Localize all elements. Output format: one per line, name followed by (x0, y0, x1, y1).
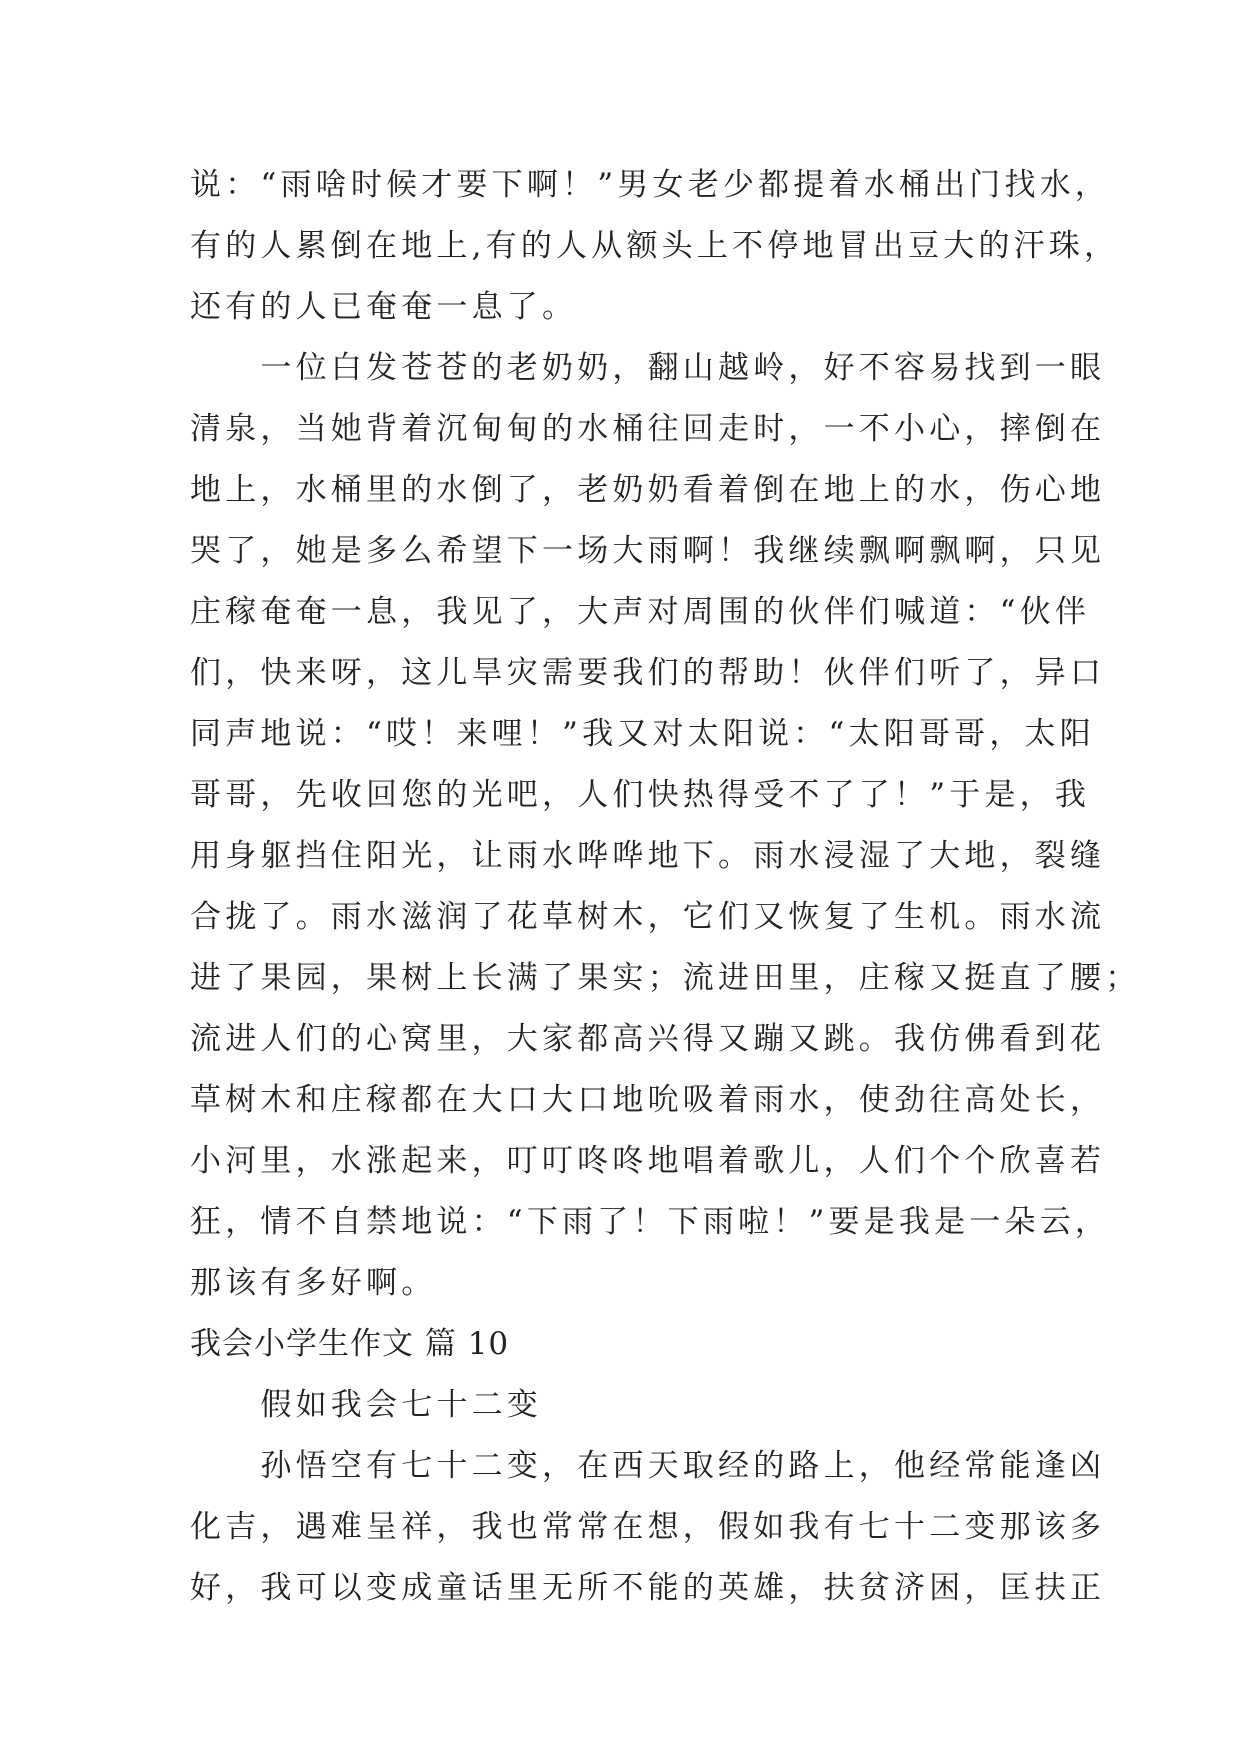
text-line: 哥哥，先收回您的光吧，人们快热得受不了了！”于是，我 (190, 777, 1091, 813)
text-line: 哭了，她是多么希望下一场大雨啊！我继续飘啊飘啊，只见 (190, 533, 1106, 569)
text-line: 清泉，当她背着沉甸甸的水桶往回走时，一不小心，摔倒在 (190, 411, 1106, 447)
text-line: 好，我可以变成童话里无所不能的英雄，扶贫济困，匡扶正 (190, 1570, 1106, 1606)
text-line: 化吉，遇难呈祥，我也常常在想，假如我有七十二变那该多 (190, 1509, 1106, 1545)
section-heading: 我会小学生作文 篇 10 (190, 1326, 510, 1362)
text-line: 那该有多好啊。 (190, 1265, 437, 1301)
text-line: 还有的人已奄奄一息了。 (190, 289, 578, 325)
text-line: 同声地说：“哎！来哩！”我又对太阳说：“太阳哥哥，太阳 (190, 716, 1095, 752)
text-line: 流进人们的心窝里，大家都高兴得又蹦又跳。我仿佛看到花 (190, 1021, 1106, 1057)
text-line: 小河里，水涨起来，叮叮咚咚地唱着歌儿，人们个个欣喜若 (190, 1143, 1106, 1179)
text-line: 有的人累倒在地上,有的人从额头上不停地冒出豆大的汗珠， (190, 228, 1120, 264)
text-line: 说：“雨啥时候才要下啊！”男女老少都提着水桶出门找水， (190, 167, 1111, 203)
text-line: 用身躯挡住阳光，让雨水哗哗地下。雨水浸湿了大地，裂缝 (190, 838, 1106, 874)
text-line: 草树木和庄稼都在大口大口地吮吸着雨水，使劲往高处长， (190, 1082, 1106, 1118)
text-line: 孙悟空有七十二变，在西天取经的路上，他经常能逢凶 (190, 1448, 1106, 1484)
text-line: 一位白发苍苍的老奶奶，翻山越岭，好不容易找到一眼 (190, 350, 1106, 386)
document-body (190, 155, 1141, 1619)
text-line: 们，快来呀，这儿旱灾需要我们的帮助！伙伴们听了，异口 (190, 655, 1106, 691)
text-line: 狂，情不自禁地说：“下雨了！下雨啦！”要是我是一朵云， (190, 1204, 1111, 1240)
text-line: 庄稼奄奄一息，我见了，大声对周围的伙伴们喊道：“伙伴 (190, 594, 1091, 630)
text-line: 进了果园，果树上长满了果实；流进田里，庄稼又挺直了腰； (190, 960, 1141, 996)
text-line: 合拢了。雨水滋润了花草树木，它们又恢复了生机。雨水流 (190, 899, 1106, 935)
essay-title: 假如我会七十二变 (190, 1387, 542, 1423)
text-line: 地上，水桶里的水倒了，老奶奶看着倒在地上的水，伤心地 (190, 472, 1106, 508)
